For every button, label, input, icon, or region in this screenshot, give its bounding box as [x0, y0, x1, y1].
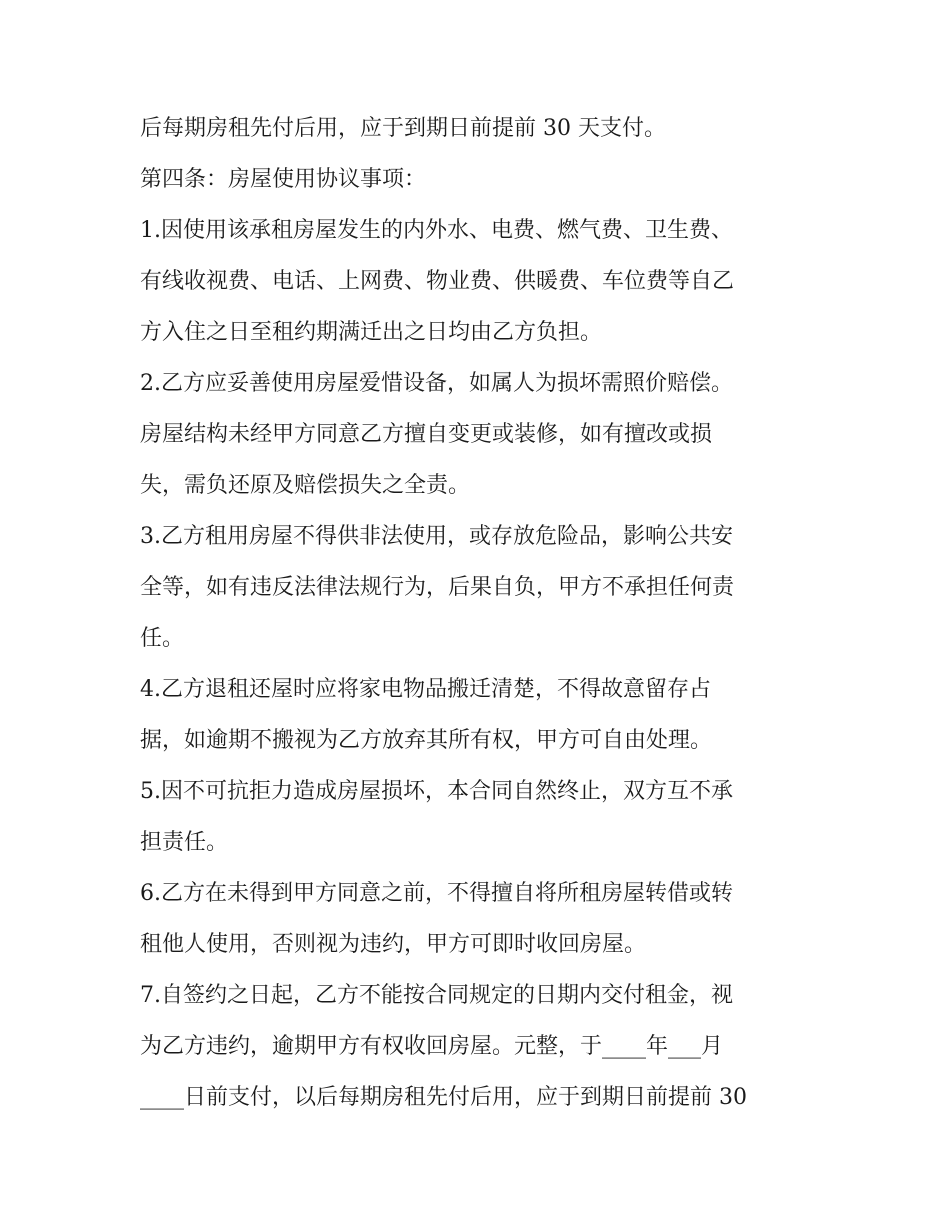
- text-line: 2.乙方应妥善使用房屋爱惜设备，如属人为损坏需照价赔偿。: [140, 371, 733, 396]
- text-line: 方入住之日至租约期满迁出之日均由乙方负担。: [140, 320, 603, 345]
- text-line: 任。: [140, 626, 185, 651]
- text-line: 租他人使用，否则视为违约，甲方可即时收回房屋。: [140, 932, 647, 957]
- text-line: 失，需负还原及赔偿损失之全责。: [140, 473, 471, 498]
- text-line: 据，如逾期不搬视为乙方放弃其所有权，甲方可自由处理。: [140, 728, 713, 753]
- text-line: 后每期房租先付后用，应于到期日前提前 30 天支付。: [140, 116, 666, 141]
- text-line: 6.乙方在未得到甲方同意之前，不得擅自将所租房屋转借或转: [140, 881, 733, 906]
- section-heading: 第四条：房屋使用协议事项：: [140, 167, 427, 192]
- document-body: [140, 103, 820, 1123]
- text-line: 有线收视费、电话、上网费、物业费、供暖费、车位费等自乙: [140, 269, 735, 294]
- text-line: 全等，如有违反法律法规行为，后果自负，甲方不承担任何责: [140, 575, 735, 600]
- text-line: 3.乙方租用房屋不得供非法使用，或存放危险品，影响公共安: [140, 524, 733, 549]
- text-line: 1.因使用该承租房屋发生的内外水、电费、燃气费、卫生费、: [140, 218, 733, 243]
- text-line: 担责任。: [140, 830, 229, 855]
- text-line: 4.乙方退租还屋时应将家电物品搬迁清楚，不得故意留存占: [140, 677, 711, 702]
- text-line: 5.因不可抗拒力造成房屋损坏，本合同自然终止，双方互不承: [140, 779, 733, 804]
- text-line: ____日前支付，以后每期房租先付后用，应于到期日前提前 30: [140, 1085, 747, 1110]
- text-line: 为乙方违约，逾期甲方有权收回房屋。元整，于____年___月: [140, 1034, 724, 1059]
- text-line: 7.自签约之日起，乙方不能按合同规定的日期内交付租金，视: [140, 983, 733, 1008]
- text-line: 房屋结构未经甲方同意乙方擅自变更或装修，如有擅改或损: [140, 422, 713, 447]
